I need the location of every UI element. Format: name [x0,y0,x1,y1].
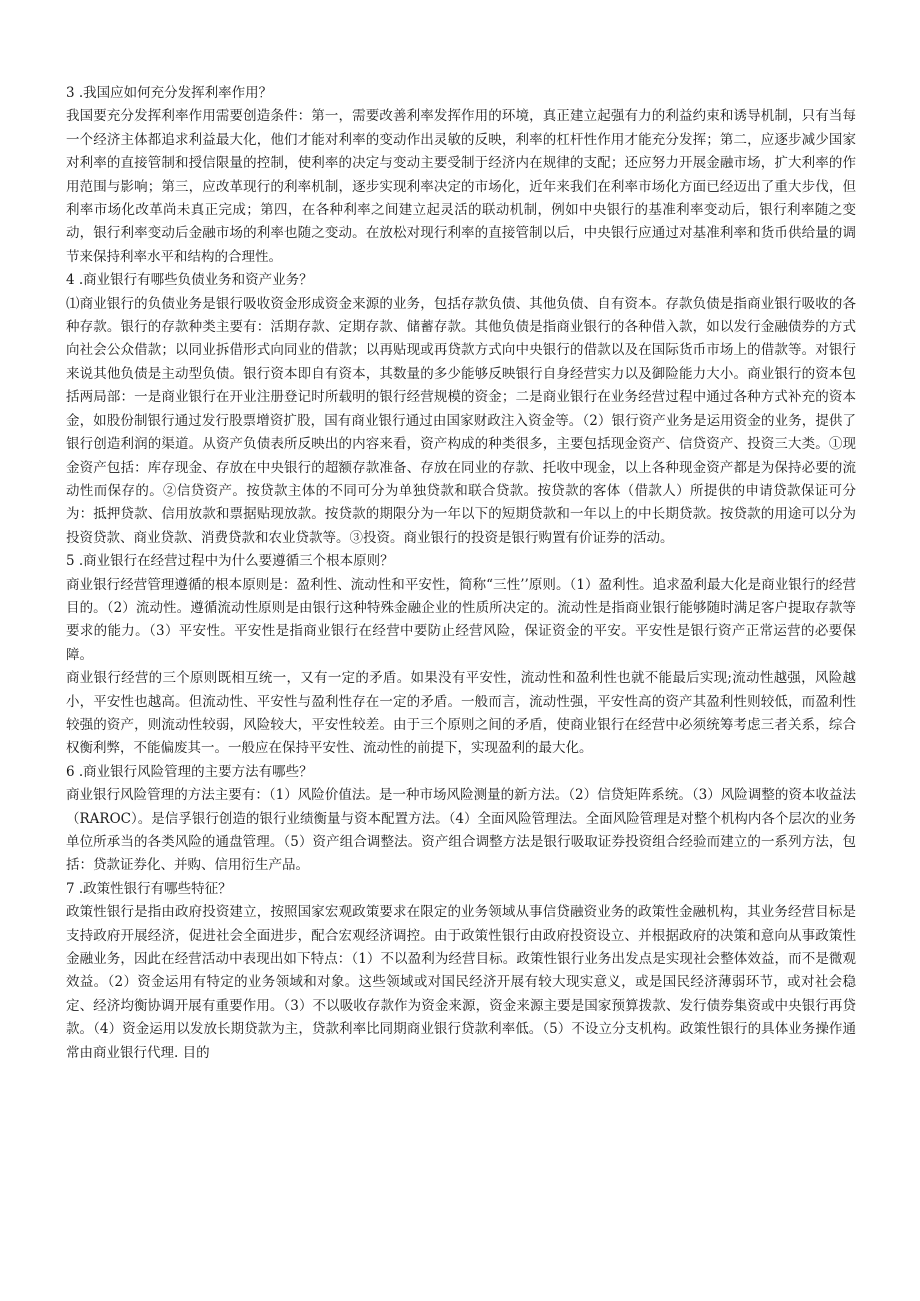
question-heading: 4 .商业银行有哪些负债业务和资产业务？ [66,272,313,289]
answer-paragraph: 商业银行经营管理遵循的根本原则是：盈利性、流动性和平安性，简称“三性’’原则。（1）盈利性。追求盈利最大化是商业银行的经营目的。（2）流动性。遵循流动性原则是由银行这种特殊金融企业的性质所决定的。流动性是指商业银行能够随时满足客户提取存款等要求的能力。（3）平安性。平安性是指商业银行在经营中要防止经营风险，保证资金的平安。平安性是银行资产正常运营的必要保障。 [66,576,856,663]
answer-paragraph: 商业银行经营的三个原则既相互统一，又有一定的矛盾。如果没有平安性，流动性和盈利性也就不能最后实现;流动性越强，风险越小，平安性也越高。但流动性、平安性与盈利性存在一定的矛盾。一般而言，流动性强，平安性高的资产其盈利性则较低，而盈利性较强的资产，则流动性较弱，风险较大，平安性较差。由于三个原则之间的矛盾，使商业银行在经营中必须统筹考虑三者关系，综合权衡利弊，不能偏废其一。一般应在保持平安性、流动性的前提下，实现盈利的最大化。 [66,670,856,757]
section-q3 [66,82,856,269]
question-heading: 5 .商业银行在经营过程中为什么要遵循三个根本原则？ [66,553,394,570]
section-q6 [66,761,856,878]
answer-paragraph: 政策性银行是指由政府投资建立，按照国家宏观政策要求在限定的业务领域从事信贷融资业务的政策性金融机构，其业务经营目标是支持政府开展经济，促进社会全面进步，配合宏观经济调控。由于政策性银行由政府投资设立、并根据政府的决策和意向从事政策性金融业务，因此在经营活动中表现出如下特点：（1）不以盈利为经营目标。政策性银行业务出发点是实现社会整体效益，而不是微观效益。（2）资金运用有特定的业务领域和对象。这些领域或对国民经济开展有较大现实意义，或是国民经济薄弱环节，或对社会稳定、经济均衡协调开展有重要作用。（3）不以吸收存款作为资金来源，资金来源主要是国家预算拨款、发行债券集资或中央银行再贷款。（4）资金运用以发放长期贷款为主，贷款利率比同期商业银行贷款利率低。（5）不设立分支机构。政策性银行的具体业务操作通常由商业银行代理. 目的 [66,904,856,1061]
question-heading: 7 .政策性银行有哪些特征？ [66,880,232,897]
question-heading: 3 .我国应如何充分发挥利率作用？ [66,85,273,101]
section-q4 [66,269,856,550]
question-heading: 6 .商业银行风险管理的主要方法有哪些？ [66,763,313,780]
section-q7 [66,878,856,1065]
answer-paragraph: 我国要充分发挥利率作用需要创造条件：第一，需要改善利率发挥作用的环境，真正建立起强有力的利益约束和诱导机制，只有当每一个经济主体都追求利益最大化，他们才能对利率的变动作出灵敏的反映，利率的杠杆性作用才能充分发挥；第二，应逐步减少国家对利率的直接管制和授信限量的控制，使利率的决定与变动主要受制于经济内在规律的支配；还应努力开展金融市场，扩大利率的作用范围与影响；第三，应改革现行的利率机制，逐步实现利率决定的市场化，近年来我们在利率市场化方面已经迈出了重大步伐，但利率市场化改革尚未真正完成；第四，在各种利率之间建立起灵活的联动机制，例如中央银行的基准利率变动后，银行利率随之变动，银行利率变动后金融市场的利率也随之变动。在放松对现行利率的直接管制以后，中央银行应通过对基准利率和货币供给量的调节来保持利率水平和结构的合理性。 [66,108,856,265]
answer-paragraph: ⑴商业银行的负债业务是银行吸收资金形成资金来源的业务，包括存款负债、其他负债、自有资本。存款负债是指商业银行吸收的各种存款。银行的存款种类主要有：活期存款、定期存款、储蓄存款。其他负债是指商业银行的各种借入款，如以发行金融债券的方式向社会公众借款；以同业拆借形式向同业的借款；以再贴现或再贷款方式向中央银行的借款以及在国际货币市场上的借款等。对银行来说其他负债是主动型负债。银行资本即自有资本，其数量的多少能够反映银行自身经营实力以及御险能力大小。商业银行的资本包括两局部：一是商业银行在开业注册登记时所载明的银行经营规模的资金；二是商业银行在业务经营过程中通过各种方式补充的资本金，如股份制银行通过发行股票增资扩股，国有商业银行通过由国家财政注入资金等。（2）银行资产业务是运用资金的业务，提供了银行创造利润的渠道。从资产负债表所反映出的内容来看，资产构成的种类很多，主要包括现金资产、信贷资产、投资三大类。①现金资产包括：库存现金、存放在中央银行的超额存款准备、存放在同业的存款、托收中现金，以上各种现金资产都是为保持必要的流动性而保存的。②信贷资产。按贷款主体的不同可分为单独贷款和联合贷款。按贷款的客体（借款人）所提供的申请贷款保证可分为：抵押贷款、信用放款和票据贴现放款。按贷款的期限分为一年以下的短期贷款和一年以上的中长期贷款。按贷款的用途可以分为投资贷款、商业贷款、消费贷款和农业贷款等。③投资。商业银行的投资是银行购置有价证券的活动。 [66,295,856,546]
answer-paragraph: 商业银行风险管理的方法主要有：（1）风险价值法。是一种市场风险测量的新方法。（2）信贷矩阵系统。（3）风险调整的资本收益法（RAROC）。是信孚银行创造的银行业绩衡量与资本配置方法。（4）全面风险管理法。全面风险管理是对整个机构内各个层次的业务单位所承当的各类风险的通盘管理。（5）资产组合调整法。资产组合调整方法是银行吸取证券投资组合经验而建立的一系列方法，包括：贷款证券化、并购、信用衍生产品。 [66,787,856,874]
section-q5 [66,550,856,761]
